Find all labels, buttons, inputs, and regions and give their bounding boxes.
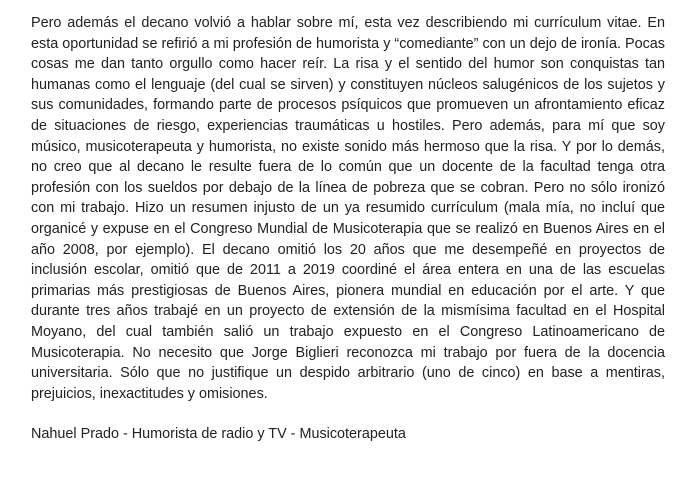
author-signature: Nahuel Prado - Humorista de radio y TV - Musicoterapeuta [31, 426, 406, 443]
document-body [31, 13, 665, 445]
letter-paragraph: Pero además el decano volvió a hablar sobre mí, esta vez describiendo mi currículum vitae. En esta oportunidad se refirió a mi profesión de humorista y “comediante” con un dejo de ironía. Pocas cosas me dan tanto orgullo como hacer reír. La risa y el sentido del humor son conquistas tan humanas como el lenguaje (del cual se sirven) y constituyen núcleos salugénicos de los sujetos y sus comunidades, formando parte de procesos psíquicos que promueven un afrontamiento eficaz de situaciones de riesgo, experiencias traumáticas u hostiles. Pero además, para mí que soy músico, musicoterapeuta y humorista, no existe sonido más hermoso que la risa. Y por lo demás, no creo que al decano le resulte fuera de lo común que un docente de la facultad tenga otra profesión con los sueldos por debajo de la línea de pobreza que se cobran. Pero no sólo ironizó con mi trabajo. Hizo un resumen injusto de un ya resumido currículum (mala mía, no incluí que organicé y expuse en el Congreso Mundial de Musicoterapia que se realizó en Buenos Aires en el año 2008, por ejemplo). El decano omitió los 20 años que me desempeñé en proyectos de inclusión escolar, omitió que de 2011 a 2019 coordiné el área entera en una de las escuelas primarias más prestigiosas de Buenos Aires, pionera mundial en educación por el arte. Y que durante tres años trabajé en un proyecto de extensión de la mismísima facultad en el Hospital Moyano, del cual también salió un trabajo expuesto en el Congreso Latinoamericano de Musicoterapia. No necesito que Jorge Biglieri reconozca mi trabajo por fuera de la docencia universitaria. Sólo que no justifique un despido arbitrario (uno de cinco) en base a mentiras, prejuicios, inexactitudes y omisiones. [31, 15, 665, 402]
